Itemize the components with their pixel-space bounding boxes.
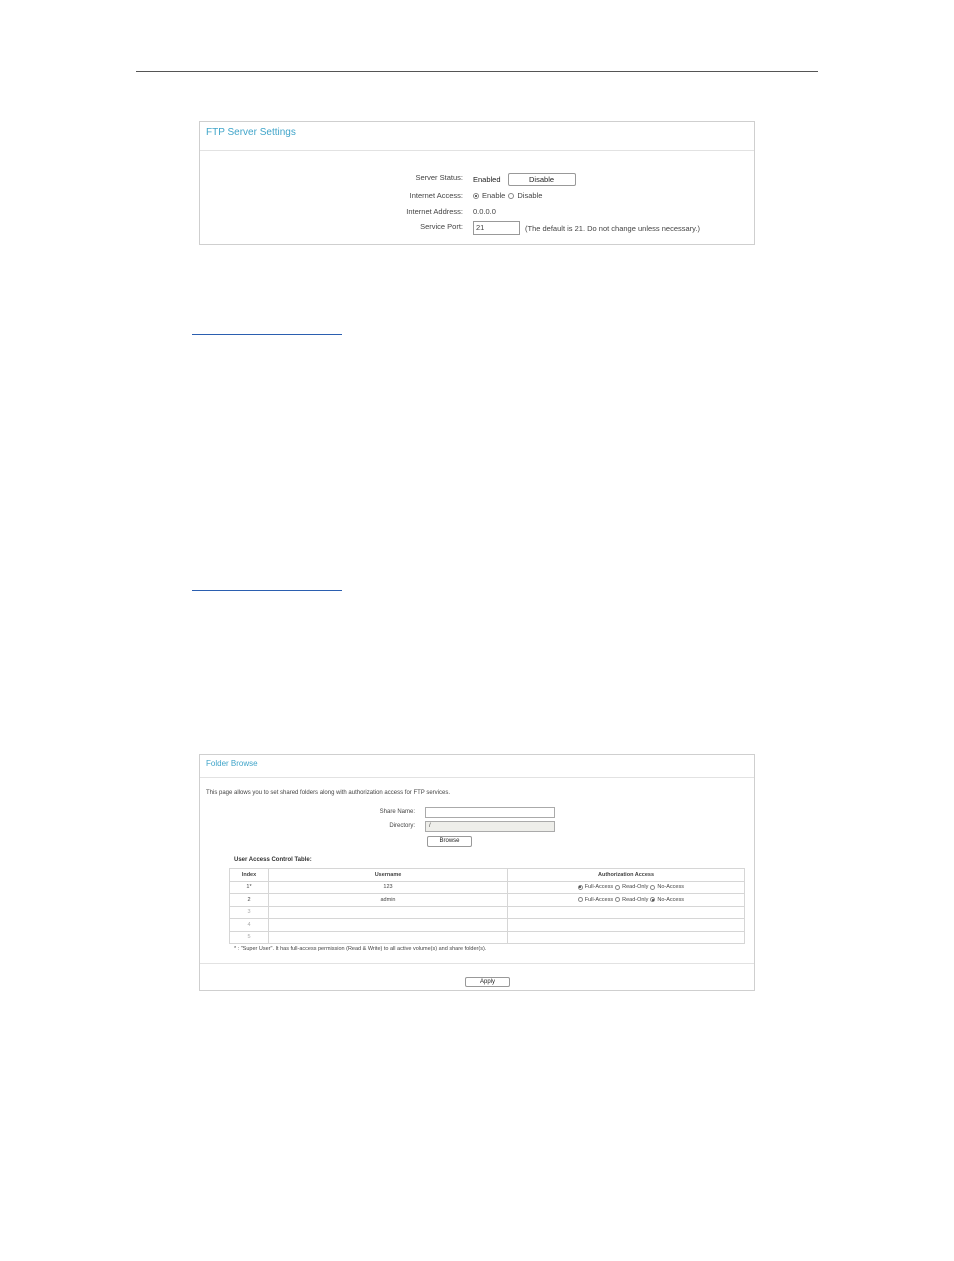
row-index: 5 bbox=[230, 931, 269, 944]
service-port-input[interactable]: 21 bbox=[473, 221, 520, 235]
no-access-label: No-Access bbox=[657, 896, 684, 903]
username-header: Username bbox=[269, 869, 508, 882]
table-header-row bbox=[230, 869, 745, 882]
row-access bbox=[508, 906, 745, 919]
service-port-note: (The default is 21. Do not change unless necessary.) bbox=[525, 223, 700, 233]
directory-label: Directory: bbox=[389, 823, 415, 829]
index-header: Index bbox=[230, 869, 269, 882]
link-underline bbox=[192, 334, 342, 335]
super-user-footnote: * : "Super User". It has full-access permission (Read & Write) to all active volume(s) and share folder(s). bbox=[234, 946, 487, 952]
service-port-label: Service Port: bbox=[420, 222, 463, 231]
browse-button[interactable]: Browse bbox=[427, 836, 472, 847]
enable-option-label: Enable bbox=[482, 191, 506, 200]
directory-input[interactable]: / bbox=[425, 821, 555, 832]
full-access-label: Full-Access bbox=[584, 896, 614, 903]
ftp-server-settings-panel bbox=[199, 121, 755, 245]
row-username bbox=[269, 931, 508, 944]
internet-access-disable-radio[interactable] bbox=[508, 193, 514, 199]
server-status-label: Server Status: bbox=[415, 173, 463, 182]
row-access bbox=[508, 919, 745, 932]
authorization-access-header: Authorization Access bbox=[508, 869, 745, 882]
table-row bbox=[230, 919, 745, 932]
read-only-radio[interactable] bbox=[615, 897, 620, 902]
panel-title: Folder Browse bbox=[200, 755, 754, 778]
no-access-radio[interactable] bbox=[650, 885, 655, 890]
internet-access-enable-radio[interactable] bbox=[473, 193, 479, 199]
folder-browse-panel bbox=[199, 754, 755, 991]
page-header-rule bbox=[136, 71, 818, 72]
internet-access-label: Internet Access: bbox=[409, 191, 463, 200]
table-row bbox=[230, 894, 745, 907]
table-row bbox=[230, 881, 745, 894]
disable-option-label: Disable bbox=[517, 191, 543, 200]
row-username: admin bbox=[269, 894, 508, 907]
panel-title: FTP Server Settings bbox=[200, 122, 754, 151]
share-name-input[interactable] bbox=[425, 807, 555, 818]
row-username bbox=[269, 906, 508, 919]
disable-server-button[interactable]: Disable bbox=[508, 173, 576, 186]
read-only-label: Read-Only bbox=[622, 884, 649, 891]
row-index: 4 bbox=[230, 919, 269, 932]
row-username bbox=[269, 919, 508, 932]
table-row bbox=[230, 906, 745, 919]
no-access-radio[interactable] bbox=[650, 897, 655, 902]
table-row bbox=[230, 931, 745, 944]
table-title: User Access Control Table: bbox=[234, 857, 312, 863]
full-access-radio[interactable] bbox=[578, 885, 583, 890]
footer-divider bbox=[200, 963, 754, 964]
internet-address-value: 0.0.0.0 bbox=[473, 207, 496, 216]
internet-address-label: Internet Address: bbox=[406, 207, 463, 216]
server-status-value: Enabled bbox=[473, 175, 501, 184]
user-access-control-table bbox=[229, 868, 745, 944]
page-description: This page allows you to set shared folders along with authorization access for FTP services. bbox=[206, 790, 451, 796]
row-index: 2 bbox=[230, 894, 269, 907]
full-access-radio[interactable] bbox=[578, 897, 583, 902]
read-only-radio[interactable] bbox=[615, 885, 620, 890]
apply-button[interactable]: Apply bbox=[465, 977, 510, 987]
row-index: 3 bbox=[230, 906, 269, 919]
share-name-label: Share Name: bbox=[379, 809, 415, 815]
no-access-label: No-Access bbox=[657, 884, 684, 891]
full-access-label: Full-Access bbox=[584, 884, 614, 891]
row-username: 123 bbox=[269, 881, 508, 894]
row-index: 1* bbox=[230, 881, 269, 894]
row-access bbox=[508, 931, 745, 944]
read-only-label: Read-Only bbox=[622, 896, 649, 903]
link-underline bbox=[192, 590, 342, 591]
